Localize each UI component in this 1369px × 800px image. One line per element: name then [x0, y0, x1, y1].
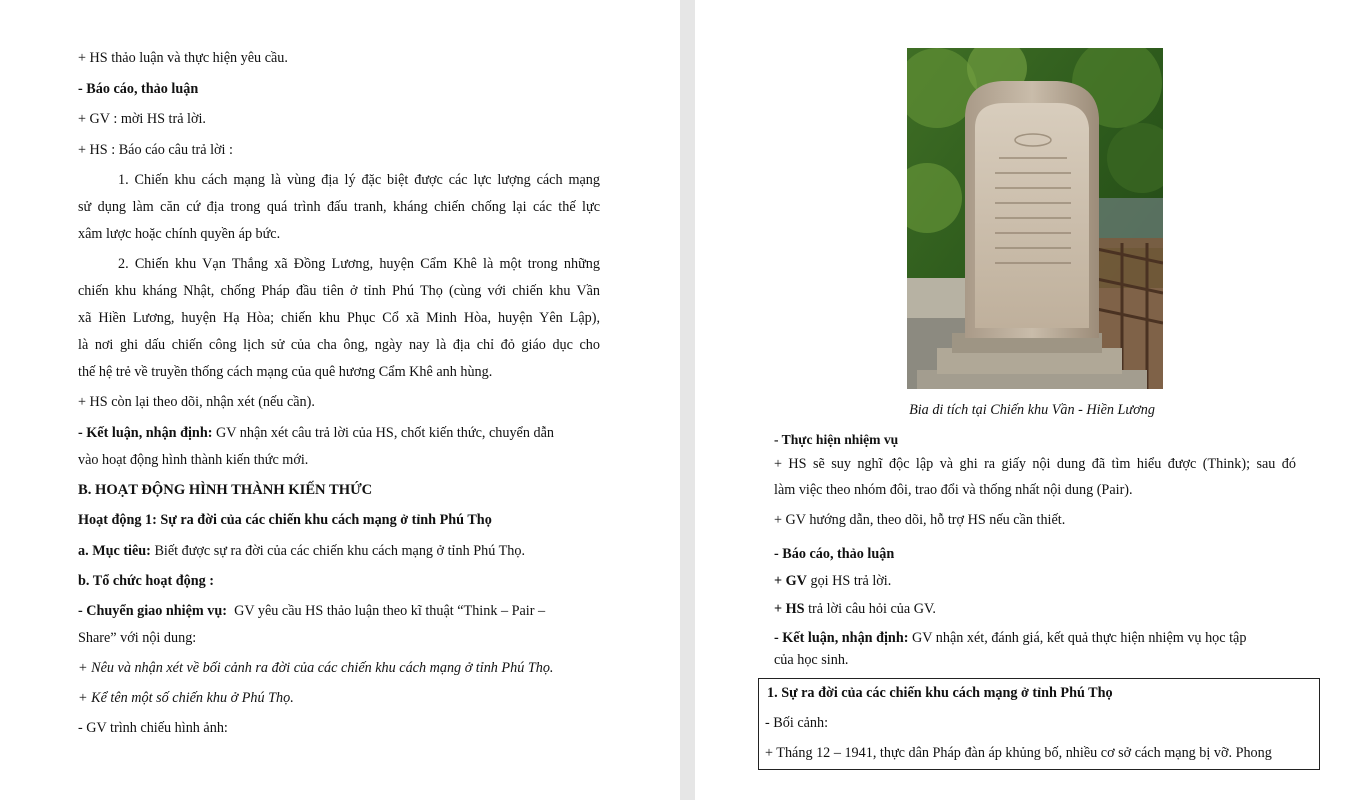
text-ket-luan: GV nhận xét câu trả lời của HS, chốt kiến thức, chuyển dẫn: [212, 425, 554, 441]
box-text-line: - Bối cảnh:: [765, 715, 829, 731]
text-line: Share” với nội dung:: [78, 630, 197, 646]
heading-thuc-hien: - Thực hiện nhiệm vụ: [774, 432, 899, 447]
paragraph-line: là nơi ghi dấu chiến công lịch sử của cha ông, ngày nay là địa chỉ đỏ giáo dục cho: [78, 337, 600, 353]
text-line: + HS thảo luận và thực hiện yêu cầu.: [78, 50, 288, 66]
stele-image: [907, 48, 1163, 389]
text-line: [774, 600, 936, 618]
heading-bao-cao: - Báo cáo, thảo luận: [774, 546, 895, 562]
text-line: [78, 424, 554, 442]
text-hs: trả lời câu hỏi của GV.: [804, 601, 936, 617]
paragraph-line: thế hệ trẻ về truyền thống cách mạng của quê hương Cẩm Khê anh hùng.: [78, 364, 493, 380]
paragraph-line: xâm lược hoặc chính quyền áp bức.: [78, 226, 281, 242]
text-line: + GV hướng dẫn, theo dõi, hỗ trợ HS nếu cần thiết.: [774, 512, 1066, 528]
italic-item: + Kể tên một số chiến khu ở Phú Thọ.: [78, 690, 294, 706]
text-chuyen-giao: GV yêu cầu HS thảo luận theo kĩ thuật “Think – Pair –: [227, 603, 546, 619]
label-ket-luan: - Kết luận, nhận định:: [774, 630, 909, 646]
label-muc-tieu: a. Mục tiêu:: [78, 543, 151, 559]
text-line: vào hoạt động hình thành kiến thức mới.: [78, 452, 309, 468]
page-gap: [680, 0, 695, 800]
activity-heading: Hoạt động 1: Sự ra đời của các chiến khu cách mạng ở tỉnh Phú Thọ: [78, 512, 492, 528]
text-gv: gọi HS trả lời.: [806, 573, 892, 589]
italic-item: + Nêu và nhận xét về bối cảnh ra đời của các chiến khu cách mạng ở tỉnh Phú Thọ.: [78, 660, 554, 676]
box-text-line: + Tháng 12 – 1941, thực dân Pháp đàn áp khủng bố, nhiều cơ sở cách mạng bị vỡ. Phong: [765, 745, 1272, 761]
box-title: 1. Sự ra đời của các chiến khu cách mạng ở tỉnh Phú Thọ: [767, 685, 1113, 701]
text-line: [774, 629, 1246, 647]
paragraph-line: sử dụng làm căn cứ địa trong quá trình đấu tranh, kháng chiến chống lại các thế lực: [78, 199, 600, 215]
document-page-right: [695, 0, 1369, 800]
stele-photo: [907, 48, 1163, 389]
section-heading: B. HOẠT ĐỘNG HÌNH THÀNH KIẾN THỨC: [78, 482, 373, 498]
heading-to-chuc: b. Tổ chức hoạt động :: [78, 573, 214, 589]
text-line: của học sinh.: [774, 652, 849, 668]
text-line: + HS sẽ suy nghĩ độc lập và ghi ra giấy nội dung đã tìm hiểu được (Think); sau đó: [774, 456, 1296, 472]
label-ket-luan: - Kết luận, nhận định:: [78, 425, 213, 441]
text-line: + HS : Báo cáo câu trả lời :: [78, 142, 233, 158]
text-ket-luan: GV nhận xét, đánh giá, kết quả thực hiện nhiệm vụ học tập: [908, 630, 1247, 646]
text-line: [78, 542, 525, 560]
text-line: [774, 572, 891, 590]
paragraph-line: chiến khu kháng Nhật, chống Pháp đầu tiên ở tỉnh Phú Thọ (cùng với chiến khu Vần: [78, 283, 600, 299]
paragraph-line: 2. Chiến khu Vạn Thắng xã Đồng Lương, huyện Cẩm Khê là một trong những: [118, 256, 600, 272]
photo-caption: Bia di tích tại Chiến khu Vần - Hiền Lương: [909, 402, 1155, 418]
heading-bao-cao: - Báo cáo, thảo luận: [78, 81, 199, 97]
paragraph-line: 1. Chiến khu cách mạng là vùng địa lý đặc biệt được các lực lượng cách mạng: [118, 172, 600, 188]
label-hs: + HS: [774, 601, 805, 617]
label-chuyen-giao: - Chuyển giao nhiệm vụ:: [78, 603, 227, 619]
text-line: làm việc theo nhóm đôi, trao đổi và thống nhất nội dung (Pair).: [774, 482, 1133, 498]
text-muc-tieu: Biết được sự ra đời của các chiến khu cách mạng ở tỉnh Phú Thọ.: [150, 543, 525, 559]
text-line: + GV : mời HS trả lời.: [78, 111, 206, 127]
text-line: + HS còn lại theo dõi, nhận xét (nếu cần).: [78, 394, 315, 410]
text-line: - GV trình chiếu hình ảnh:: [78, 720, 228, 736]
summary-box: [758, 678, 1320, 770]
text-line: [78, 602, 545, 620]
document-page-left: [0, 0, 680, 800]
paragraph-line: xã Hiền Lương, huyện Hạ Hòa; chiến khu Phục Cổ xã Minh Hòa, huyện Yên Lập),: [78, 310, 600, 326]
label-gv: + GV: [774, 573, 807, 589]
